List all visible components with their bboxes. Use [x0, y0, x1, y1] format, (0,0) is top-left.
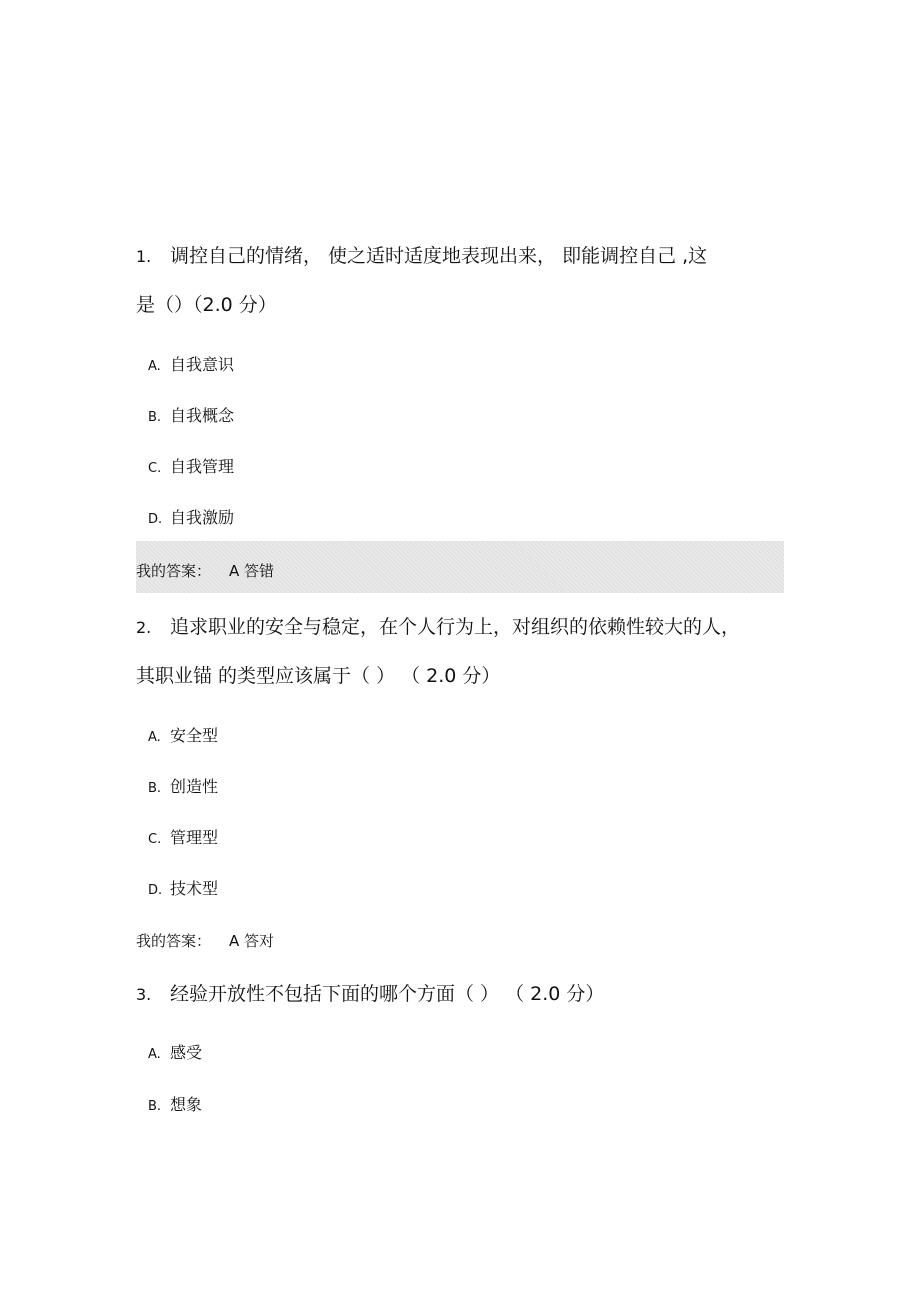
option-letter: B. [148, 781, 162, 796]
question-1-option-b [148, 405, 234, 429]
option-text: 自我概念 [170, 406, 235, 425]
question-2-option-c [148, 827, 218, 851]
question-3-option-b [148, 1094, 202, 1118]
question-2-text-line-1: 追求职业的安全与稳定，在个人行为上，对组织的依赖性较大的人， [170, 616, 741, 638]
option-letter: D. [148, 883, 163, 898]
option-letter: B. [148, 1099, 162, 1114]
option-letter: B. [148, 410, 162, 425]
question-2-option-d [148, 878, 218, 902]
answer-label: 我的答案： [136, 562, 212, 580]
question-1-text-line-2: 是（）（2.0 分） [136, 294, 277, 316]
option-text: 自我管理 [170, 457, 235, 476]
option-text: 创造性 [170, 777, 219, 796]
question-2-answer-line [136, 930, 784, 952]
question-2-text-line-2: 其职业锚 的类型应该属于（ ） （ 2.0 分） [136, 665, 501, 687]
question-3-line-1 [136, 982, 604, 1007]
answer-value: A 答对 [229, 932, 275, 950]
answer-label: 我的答案： [136, 932, 212, 950]
question-1-number: 1. [136, 247, 152, 266]
option-letter: D. [148, 512, 163, 527]
question-1-option-a [148, 354, 234, 378]
question-1-option-c [148, 456, 234, 480]
question-3-option-a [148, 1042, 202, 1066]
question-3-number: 3. [136, 985, 152, 1004]
option-text: 安全型 [170, 726, 219, 745]
option-text: 感受 [170, 1043, 203, 1062]
option-text: 自我激励 [170, 508, 235, 527]
answer-value: A 答错 [229, 562, 275, 580]
question-1-line-1 [136, 244, 707, 269]
question-2-number: 2. [136, 618, 152, 637]
option-letter: C. [148, 832, 162, 847]
question-2-option-a [148, 725, 218, 749]
question-2-option-b [148, 776, 218, 800]
option-letter: C. [148, 461, 162, 476]
option-text: 技术型 [170, 879, 219, 898]
option-text: 想象 [170, 1095, 203, 1114]
question-1-answer-box [136, 541, 784, 593]
question-1-option-d [148, 507, 234, 531]
option-letter: A. [148, 359, 161, 374]
option-letter: A. [148, 1047, 161, 1062]
question-2-line-1 [136, 615, 740, 640]
question-3-text-line-1: 经验开放性不包括下面的哪个方面（ ） （ 2.0 分） [170, 983, 605, 1005]
option-text: 管理型 [170, 828, 219, 847]
option-text: 自我意识 [170, 355, 235, 374]
option-letter: A. [148, 730, 161, 745]
question-1-text-line-1: 调控自己的情绪， 使之适时适度地表现出来， 即能调控自己 ,这 [170, 245, 708, 267]
question-1-answer-line [136, 560, 274, 582]
